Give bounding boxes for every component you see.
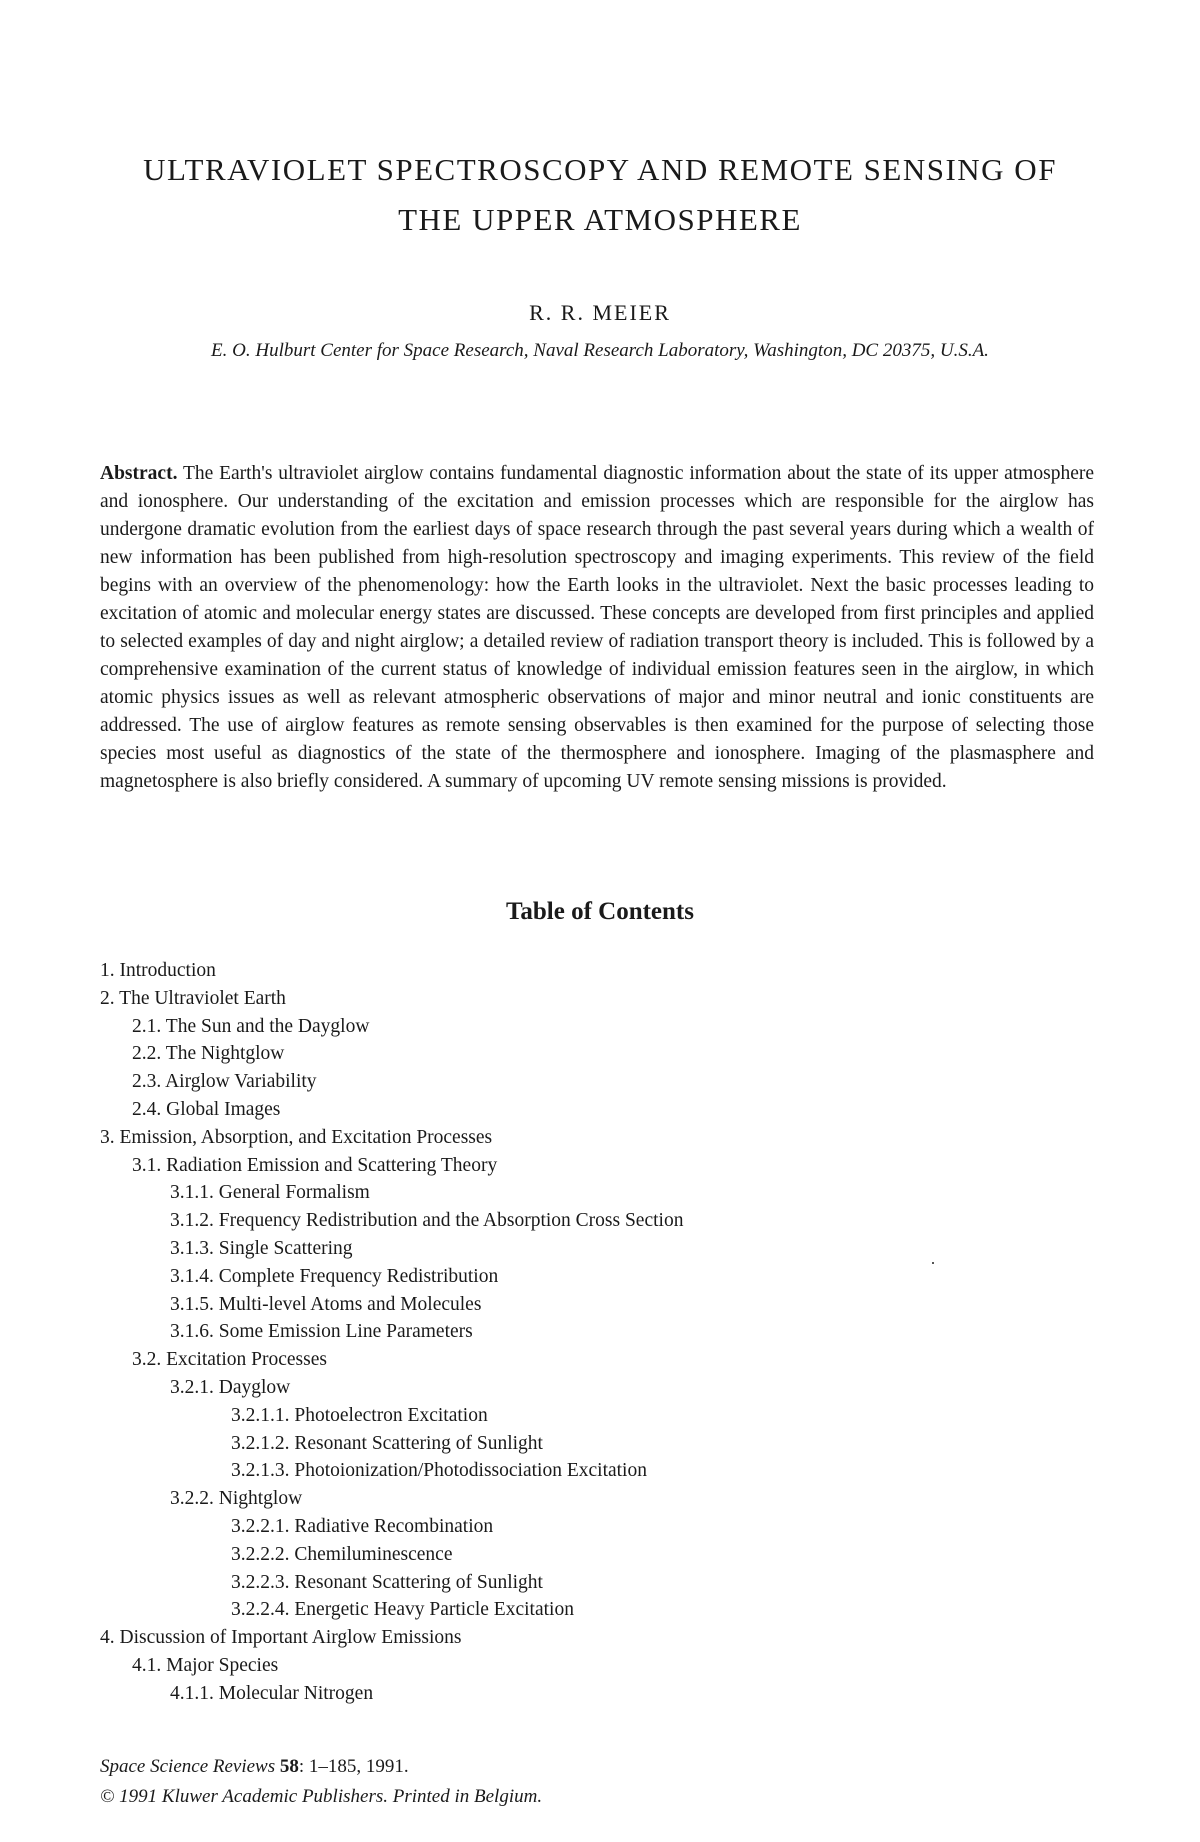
toc-entry-label: Global Images <box>166 1098 281 1120</box>
copyright-line: © 1991 Kluwer Academic Publishers. Printed in Belgium. <box>100 1786 543 1807</box>
toc-entry-label: Energetic Heavy Particle Excitation <box>294 1599 574 1621</box>
toc-entry-label: The Nightglow <box>165 1043 285 1065</box>
toc-entry <box>100 1402 1080 1430</box>
toc-entry-number: 3.1.1. <box>170 1182 214 1204</box>
toc-entry <box>100 985 1080 1013</box>
toc-entry-label: Single Scattering <box>218 1237 353 1259</box>
abstract-label: Abstract. <box>100 463 178 484</box>
toc-entry-number: 1. <box>100 960 115 981</box>
toc-entry-number: 3.2.1. <box>170 1376 214 1398</box>
toc-entry-label: Introduction <box>119 960 216 981</box>
toc-entry-label: Multi-level Atoms and Molecules <box>218 1293 482 1315</box>
author-affiliation: E. O. Hulburt Center for Space Research, Naval Research Laboratory, Washington, DC 20375, U.S.A. <box>211 340 989 361</box>
toc-entry-number: 3.2.2.4. <box>231 1599 290 1621</box>
toc-entry <box>100 1235 1080 1263</box>
toc-entry-number: 3. <box>100 1126 115 1148</box>
toc-entry <box>100 1346 1080 1374</box>
toc-entry-number: 3.2.1.1. <box>231 1404 290 1426</box>
journal-volume: 58 <box>279 1756 299 1777</box>
toc-entry-number: 3.1.3. <box>170 1237 214 1259</box>
toc-entry-label: Chemiluminescence <box>294 1543 453 1565</box>
toc-entry-number: 3.2.1.2. <box>231 1432 290 1454</box>
toc-entry <box>100 1485 1080 1513</box>
toc-entry <box>100 1096 1080 1124</box>
toc-entry-label: General Formalism <box>218 1182 370 1204</box>
toc-entry <box>100 1569 1080 1597</box>
toc-entry-number: 2.1. <box>132 1015 162 1037</box>
toc-entry-number: 3.1.5. <box>170 1293 214 1315</box>
toc-entry <box>100 1652 1080 1680</box>
toc-entry-label: Discussion of Important Airglow Emissions <box>119 1627 462 1649</box>
journal-name: Space Science Reviews <box>100 1756 276 1777</box>
toc-entry <box>100 1374 1080 1402</box>
toc-entry-label: Excitation Processes <box>166 1349 327 1371</box>
toc-entry <box>100 1263 1080 1291</box>
toc-entry-label: Complete Frequency Redistribution <box>218 1265 499 1287</box>
toc-entry-number: 4.1. <box>132 1654 162 1676</box>
toc-entry-number: 2.2. <box>132 1043 162 1065</box>
toc-entry-number: 4.1.1. <box>170 1682 214 1704</box>
toc-entry-label: Radiative Recombination <box>294 1515 494 1537</box>
citation-line <box>100 1752 542 1782</box>
toc-entry-number: 3.2.1.3. <box>231 1460 290 1482</box>
toc-entry-number: 2.4. <box>132 1098 162 1120</box>
toc-entry-label: The Ultraviolet Earth <box>119 987 286 1009</box>
toc-entry <box>100 1179 1080 1207</box>
scan-speck <box>932 1262 934 1264</box>
toc-entry-number: 3.2.2. <box>170 1488 214 1510</box>
toc-entry <box>100 1040 1080 1068</box>
toc-entry-number: 3.2.2.1. <box>231 1515 290 1537</box>
toc-entry <box>100 1457 1080 1485</box>
toc-entry-label: Emission, Absorption, and Excitation Processes <box>119 1126 493 1148</box>
toc-entry-label: Photoionization/Photodissociation Excitation <box>294 1460 647 1482</box>
abstract-text: The Earth's ultraviolet airglow contains fundamental diagnostic information about the state of its upper atmosphere and ionosphere. Our understanding of the excitation and emission processes which are responsible for the airglow has undergone dramatic evolution from the earliest days of space research through the past several years during which a wealth of new information has been published from high-resolution spectroscopy and imaging experiments. This review of the field begins with an overview of the phenomenology: how the Earth looks in the ultraviolet. Next the basic processes leading to excitation of atomic and molecular energy states are discussed. These concepts are developed from first principles and applied to selected examples of day and night airglow; a detailed review of radiation transport theory is included. This is followed by a comprehensive examination of the current status of knowledge of individual emission features seen in the airglow, in which atomic physics issues as well as relevant atmospheric observations of major and minor neutral and ionic constituents are addressed. The use of airglow features as remote sensing observables is then examined for the purpose of selecting those species most useful as diagnostics of the state of the thermosphere and ionosphere. Imaging of the plasmasphere and magnetosphere is also briefly considered. A summary of upcoming UV remote sensing missions is provided. <box>100 463 1094 792</box>
journal-pages: : 1–185, 1991. <box>298 1756 409 1777</box>
toc-entry <box>100 1291 1080 1319</box>
toc-entry <box>100 1596 1080 1624</box>
toc-entry <box>100 1318 1080 1346</box>
toc-entry-label: Airglow Variability <box>165 1071 317 1093</box>
toc-entry-number: 2. <box>100 987 115 1009</box>
abstract <box>100 460 1094 796</box>
toc-entry-label: Radiation Emission and Scattering Theory <box>166 1154 498 1176</box>
toc-heading: Table of Contents <box>506 898 694 925</box>
toc-entry-number: 3.1.2. <box>170 1210 214 1232</box>
toc-entry-number: 3.2.2.3. <box>231 1571 290 1593</box>
toc-entry <box>100 1513 1080 1541</box>
toc-entry-label: Some Emission Line Parameters <box>218 1321 473 1343</box>
toc-entry-number: 3.2. <box>132 1349 162 1371</box>
toc-entry-label: Photoelectron Excitation <box>294 1404 488 1426</box>
toc-entry <box>100 1068 1080 1096</box>
toc-entry-label: Major Species <box>166 1654 279 1676</box>
toc-entry <box>100 1624 1080 1652</box>
title-line-1: ULTRAVIOLET SPECTROSCOPY AND REMOTE SENSING OF <box>143 152 1057 187</box>
toc-entry-number: 4. <box>100 1627 115 1649</box>
table-of-contents <box>100 957 1080 1708</box>
toc-entry-label: Nightglow <box>218 1488 303 1510</box>
toc-entry-number: 3.2.2.2. <box>231 1543 290 1565</box>
toc-entry-number: 2.3. <box>132 1071 162 1093</box>
footer <box>100 1752 542 1812</box>
toc-entry <box>100 1013 1080 1041</box>
toc-entry <box>100 1152 1080 1180</box>
paper-title <box>100 145 1100 245</box>
author-name: R. R. MEIER <box>529 300 671 325</box>
toc-entry <box>100 1430 1080 1458</box>
title-line-2: THE UPPER ATMOSPHERE <box>398 202 802 237</box>
toc-entry-label: Molecular Nitrogen <box>218 1682 374 1704</box>
toc-entry <box>100 1680 1080 1708</box>
toc-entry-label: Frequency Redistribution and the Absorption Cross Section <box>218 1210 684 1232</box>
toc-entry-label: Dayglow <box>218 1376 291 1398</box>
toc-entry-number: 3.1. <box>132 1154 162 1176</box>
toc-entry-label: Resonant Scattering of Sunlight <box>294 1432 543 1454</box>
toc-entry-label: Resonant Scattering of Sunlight <box>294 1571 543 1593</box>
toc-entry <box>100 957 1080 985</box>
toc-entry-number: 3.1.4. <box>170 1265 214 1287</box>
toc-entry-label: The Sun and the Dayglow <box>165 1015 370 1037</box>
toc-entry <box>100 1207 1080 1235</box>
toc-entry <box>100 1541 1080 1569</box>
toc-entry <box>100 1124 1080 1152</box>
toc-entry-number: 3.1.6. <box>170 1321 214 1343</box>
